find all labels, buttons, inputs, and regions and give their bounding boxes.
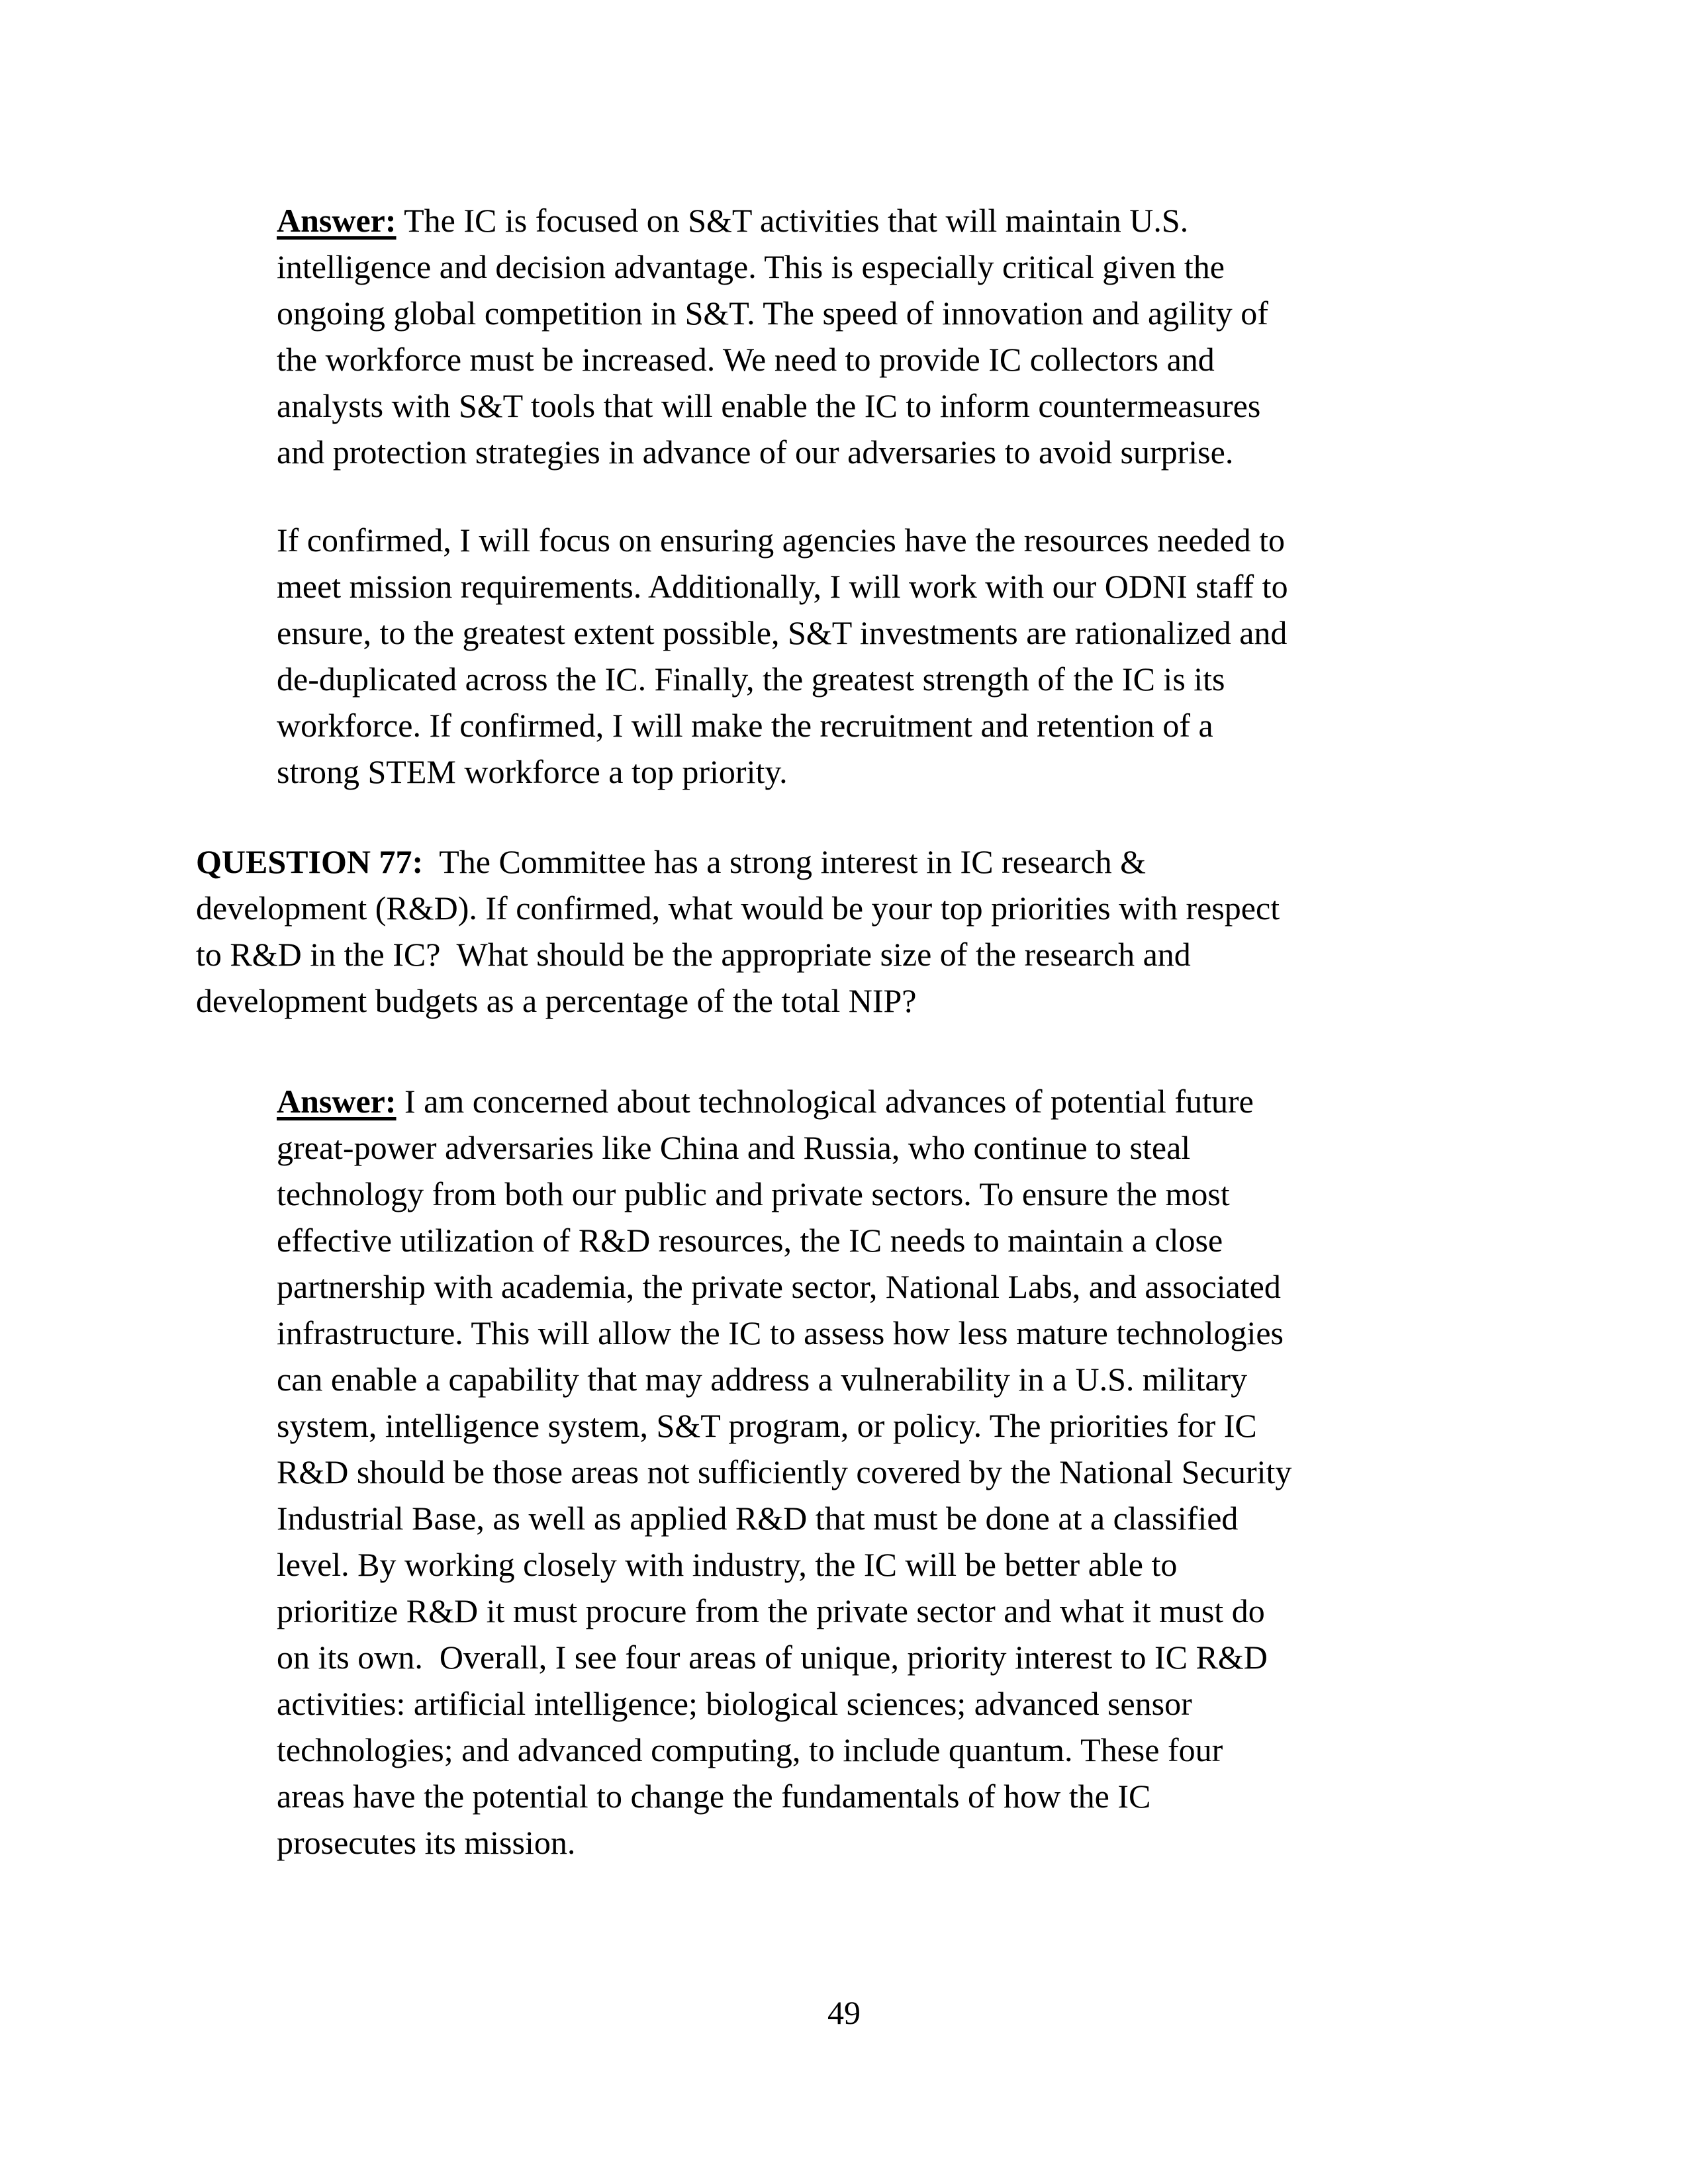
answer-label: Answer: [277,1083,397,1120]
text-line: system, intelligence system, S&T program, or policy. The priorities for IC [277,1407,1257,1444]
text-line: development (R&D). If confirmed, what would be your top priorities with respect [196,889,1280,927]
text-line: can enable a capability that may address a vulnerability in a U.S. military [277,1361,1248,1398]
text-line: Answer: The IC is focused on S&T activities that will maintain U.S. [277,202,1189,239]
text-line: strong STEM workforce a top priority. [277,753,788,790]
text-line: ongoing global competition in S&T. The speed of innovation and agility of [277,295,1268,332]
text-line: activities: artificial intelligence; biological sciences; advanced sensor [277,1685,1192,1722]
text-line: ensure, to the greatest extent possible, S&T investments are rationalized and [277,614,1288,651]
text-line: meet mission requirements. Additionally, I will work with our ODNI staff to [277,568,1288,605]
text-line: prosecutes its mission. [277,1824,576,1861]
text-line: analysts with S&T tools that will enable the IC to inform countermeasures [277,387,1261,424]
text-line: de-duplicated across the IC. Finally, the greatest strength of the IC is its [277,660,1225,698]
text-line: the workforce must be increased. We need to provide IC collectors and [277,341,1215,378]
text-line: and protection strategies in advance of our adversaries to avoid surprise. [277,433,1234,471]
text-line: partnership with academia, the private sector, National Labs, and associated [277,1268,1281,1305]
question-77-paragraph [196,839,1280,1024]
text-line: QUESTION 77: The Committee has a strong interest in IC research & [196,843,1146,880]
answer-label: Answer: [277,202,397,239]
text-line: technology from both our public and private sectors. To ensure the most [277,1175,1230,1212]
answer-paragraph-76 [277,197,1268,475]
text-line: effective utilization of R&D resources, the IC needs to maintain a close [277,1222,1223,1259]
text-line: prioritize R&D it must procure from the private sector and what it must do [277,1592,1265,1629]
text-line: technologies; and advanced computing, to include quantum. These four [277,1731,1223,1768]
text-line: to R&D in the IC? What should be the appropriate size of the research and [196,936,1191,973]
answer-paragraph-76-continued [277,517,1288,795]
text-line: areas have the potential to change the fundamentals of how the IC [277,1778,1151,1815]
text-line: on its own. Overall, I see four areas of unique, priority interest to IC R&D [277,1639,1268,1676]
text-line: Industrial Base, as well as applied R&D that must be done at a classified [277,1500,1239,1537]
text-line: intelligence and decision advantage. This is especially critical given the [277,248,1225,285]
question-label: QUESTION 77: [196,843,424,880]
text-line: R&D should be those areas not sufficiently covered by the National Security [277,1453,1292,1490]
text-line: level. By working closely with industry, the IC will be better able to [277,1546,1178,1583]
answer-paragraph-77 [277,1078,1291,1866]
text-line: great-power adversaries like China and Russia, who continue to steal [277,1129,1191,1166]
page-number: 49 [827,1994,861,2031]
text-line: If confirmed, I will focus on ensuring agencies have the resources needed to [277,522,1286,559]
text-line: infrastructure. This will allow the IC to assess how less mature technologies [277,1314,1284,1351]
text-line: workforce. If confirmed, I will make the recruitment and retention of a [277,707,1213,744]
text-line: development budgets as a percentage of the total NIP? [196,982,917,1019]
text-line: Answer: I am concerned about technological advances of potential future [277,1083,1254,1120]
